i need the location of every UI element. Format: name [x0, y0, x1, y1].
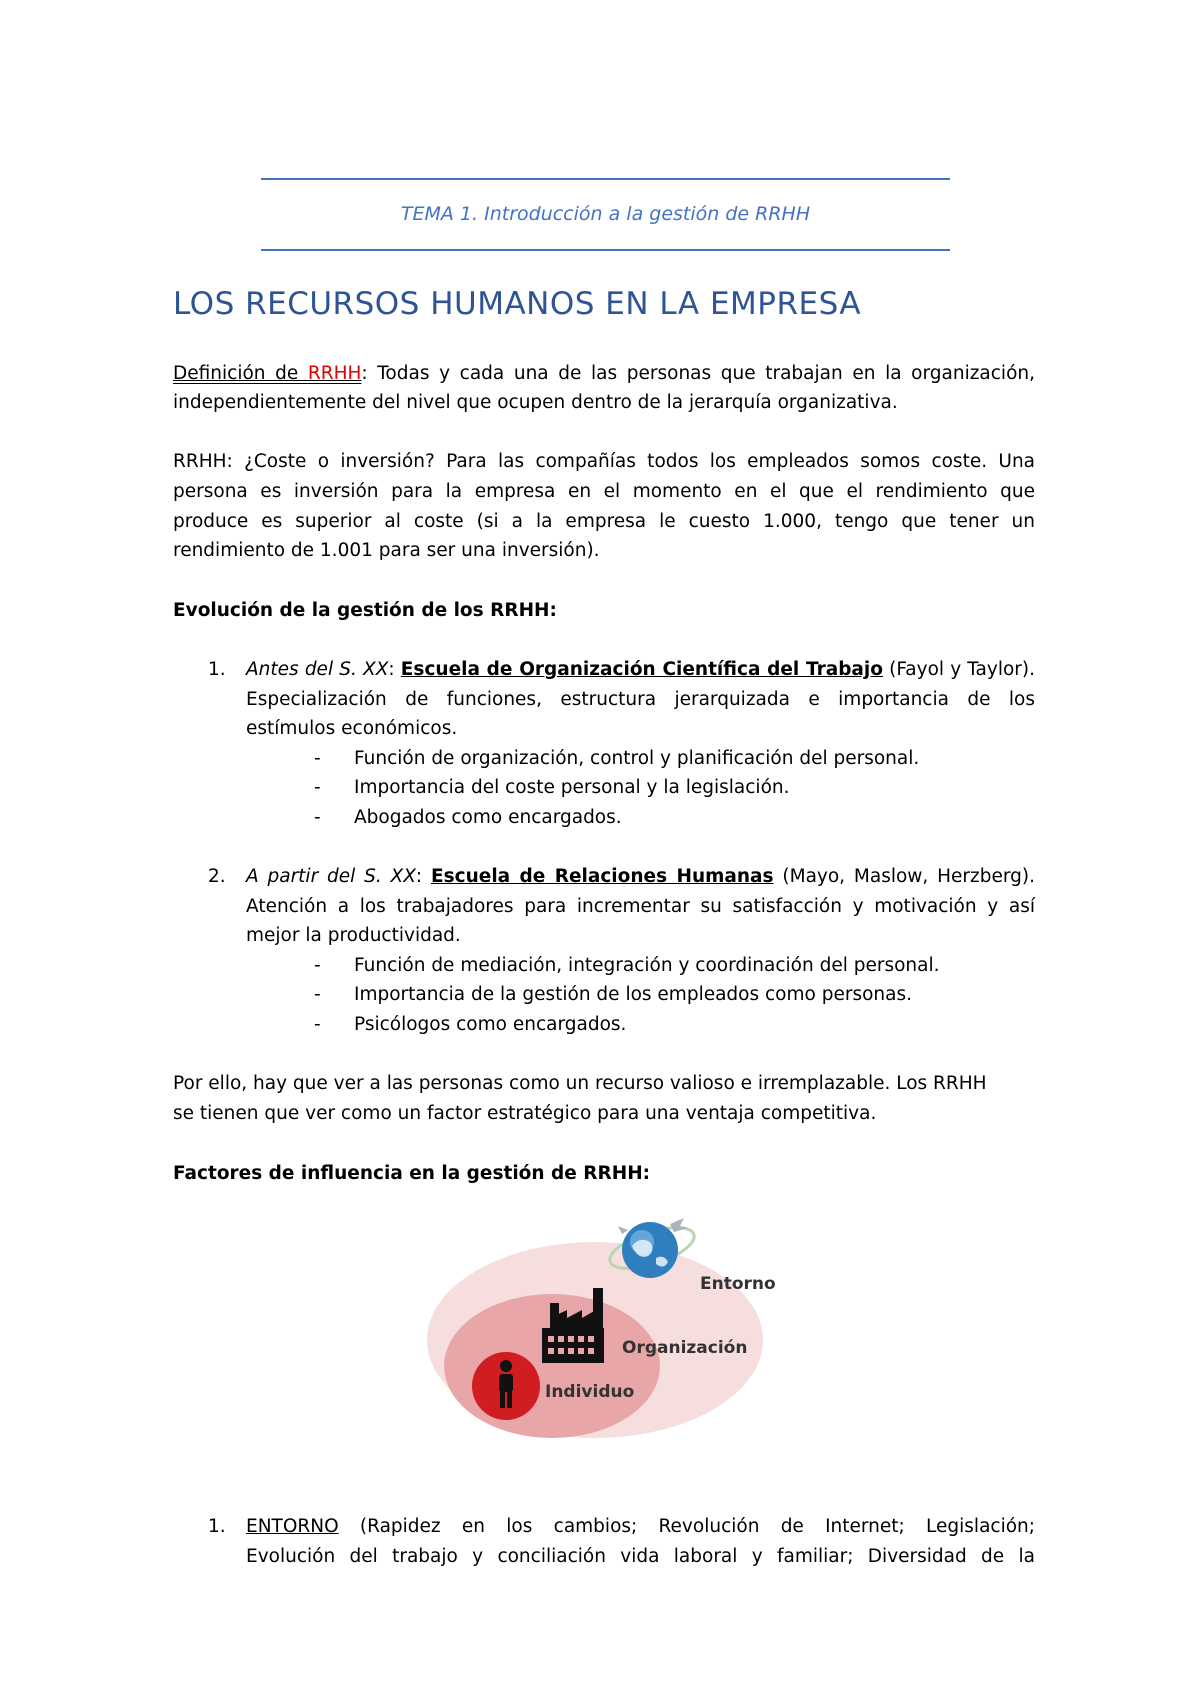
entorno-item-line-2: Evolución del trabajo y conciliación vida laboral y familiar; Diversidad de la	[246, 1546, 1035, 1567]
header-rule-bottom	[261, 249, 950, 251]
evolucion-item-1-bullet-3: Abogados como encargados.	[354, 807, 622, 828]
diagram-label-organizacion: Organización	[622, 1338, 748, 1358]
definicion-label: Definición de RRHH	[173, 363, 362, 384]
bullet-dash: -	[314, 1014, 321, 1035]
evolucion-item-2-bullet-3: Psicólogos como encargados.	[354, 1014, 627, 1035]
evolucion-item-2-bullet-1: Función de mediación, integración y coordinación del personal.	[354, 955, 940, 976]
page-title: LOS RECURSOS HUMANOS EN LA EMPRESA	[173, 286, 862, 322]
bullet-dash: -	[314, 777, 321, 798]
bullet-dash: -	[314, 984, 321, 1005]
factores-diagram	[420, 1218, 800, 1438]
evolucion-item-1-line-2: Especialización de funciones, estructura jerarquizada e importancia de los	[246, 689, 1035, 710]
entorno-keyword: ENTORNO	[246, 1516, 339, 1537]
evolucion-item-2-line-2: Atención a los trabajadores para incrementar su satisfacción y motivación y así	[246, 896, 1035, 917]
evolucion-item-2-number: 2.	[208, 866, 226, 887]
evolucion-item-1-bullet-2: Importancia del coste personal y la legislación.	[354, 777, 790, 798]
coste-line-1: RRHH: ¿Coste o inversión? Para las compañías todos los empleados somos coste. Una	[173, 451, 1035, 472]
bullet-dash: -	[314, 807, 321, 828]
diagram-label-entorno: Entorno	[700, 1274, 776, 1294]
evolucion-item-1-line-1: Antes del S. XX: Escuela de Organización Científica del Trabajo (Fayol y Taylor).	[246, 659, 1035, 680]
conclusion-line-1: Por ello, hay que ver a las personas como un recurso valioso e irremplazable. Los RRHH	[173, 1073, 987, 1094]
entorno-item-number: 1.	[208, 1516, 226, 1537]
coste-line-4: rendimiento de 1.001 para ser una inversión).	[173, 540, 600, 561]
evolucion-item-2-bullet-2: Importancia de la gestión de los empleados como personas.	[354, 984, 912, 1005]
conclusion-line-2: se tienen que ver como un factor estratégico para una ventaja competitiva.	[173, 1103, 877, 1124]
bullet-dash: -	[314, 955, 321, 976]
evolucion-item-1-line-3: estímulos económicos.	[246, 718, 458, 739]
escuela-organizacion-cientifica: Escuela de Organización Científica del Trabajo	[400, 659, 883, 680]
evolucion-item-2-line-1: A partir del S. XX: Escuela de Relaciones Humanas (Mayo, Maslow, Herzberg).	[246, 866, 1035, 887]
coste-line-2: persona es inversión para la empresa en el momento en el que el rendimiento que	[173, 481, 1035, 502]
diagram-label-individuo: Individuo	[545, 1382, 635, 1402]
evolucion-item-2-line-3: mejor la productividad.	[246, 925, 461, 946]
definicion-line-1: Definición de RRHH: Todas y cada una de las personas que trabajan en la organización,	[173, 363, 1035, 384]
bullet-dash: -	[314, 748, 321, 769]
evolucion-item-1-bullet-1: Función de organización, control y planificación del personal.	[354, 748, 920, 769]
factores-heading: Factores de influencia en la gestión de RRHH:	[173, 1163, 651, 1184]
coste-line-3: produce es superior al coste (si a la empresa le cuesto 1.000, tengo que tener un	[173, 511, 1035, 532]
header-tema: TEMA 1. Introducción a la gestión de RRHH	[400, 203, 811, 225]
evolucion-heading: Evolución de la gestión de los RRHH:	[173, 600, 557, 621]
evolucion-item-1-number: 1.	[208, 659, 226, 680]
entorno-item-line-1: ENTORNO (Rapidez en los cambios; Revolución de Internet; Legislación;	[246, 1516, 1035, 1537]
header-rule-top	[261, 178, 950, 180]
escuela-relaciones-humanas: Escuela de Relaciones Humanas	[430, 866, 774, 887]
definicion-line-2: independientemente del nivel que ocupen dentro de la jerarquía organizativa.	[173, 392, 898, 413]
